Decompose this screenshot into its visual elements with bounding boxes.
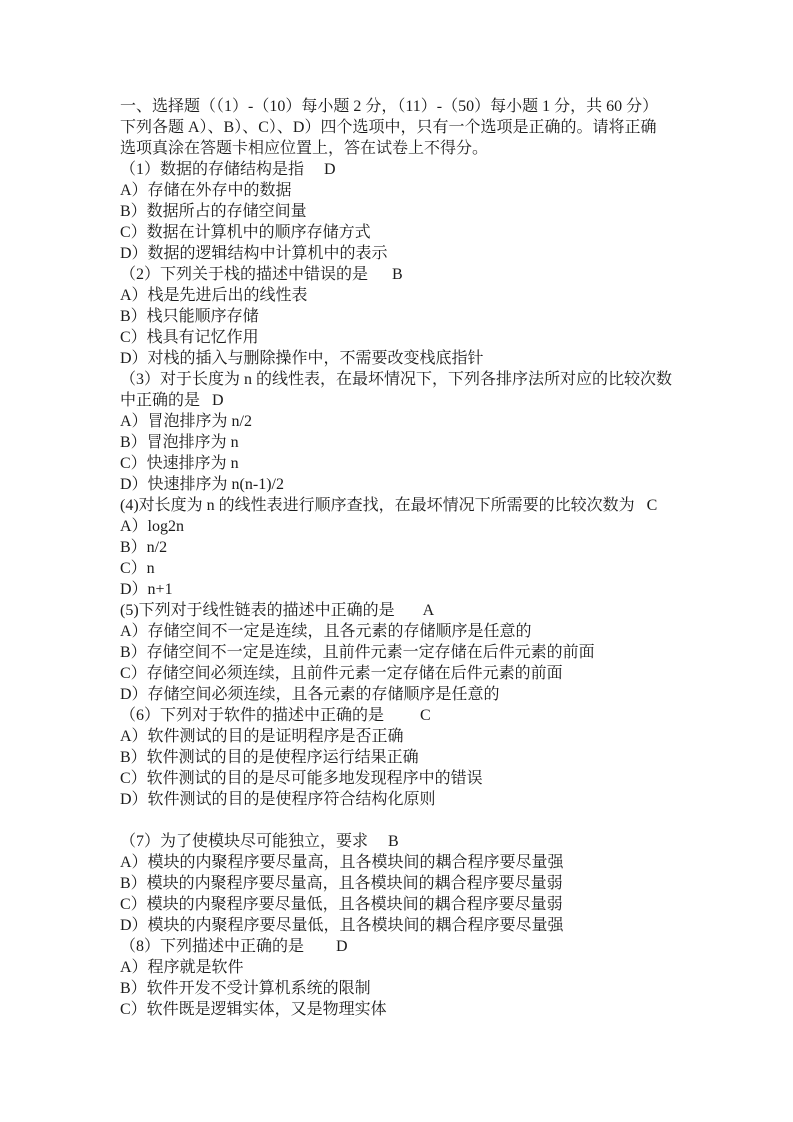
- question-stem-line: [120, 390, 693, 411]
- question-stem: (4)对长度为 n 的线性表进行顺序查找，在最坏情况下所需要的比较次数为: [120, 497, 635, 514]
- option-line: A）栈是先进后出的线性表: [120, 287, 308, 304]
- option-line: A）软件测试的目的是证明程序是否正确: [120, 728, 404, 745]
- option-line: A）log2n: [120, 518, 185, 535]
- answer-gap: [384, 707, 420, 724]
- option-line: D）n+1: [120, 581, 173, 598]
- intro-line: 下列各题 A）、B）、C）、D）四个选项中，只有一个选项是正确的。请将正确: [120, 119, 657, 136]
- question-stem: （7）为了使模块尽可能独立，要求: [120, 833, 369, 850]
- option-line: B）冒泡排序为 n: [120, 434, 239, 451]
- answer-gap: [368, 266, 392, 283]
- question-answer: B: [392, 266, 403, 283]
- option-line: D）快速排序为 n(n-1)/2: [120, 476, 284, 493]
- option-line: D）存储空间必须连续，且各元素的存储顺序是任意的: [120, 686, 500, 703]
- option-line: D）模块的内聚程序要尽量低，且各模块间的耦合程序要尽量强: [120, 917, 564, 934]
- question-stem-line: [120, 264, 693, 285]
- option-line: C）模块的内聚程序要尽量低，且各模块间的耦合程序要尽量弱: [120, 896, 563, 913]
- question-answer: A: [422, 602, 435, 619]
- question-stem-line: [120, 159, 693, 180]
- option-line: A）程序就是软件: [120, 959, 244, 976]
- question-stem: （6）下列对于软件的描述中正确的是: [120, 707, 385, 724]
- question-stem: （1）数据的存储结构是指: [120, 161, 305, 178]
- option-line: C）栈具有记忆作用: [120, 329, 259, 346]
- option-line: C）快速排序为 n: [120, 455, 239, 472]
- question-stem: （8）下列描述中正确的是: [120, 938, 305, 955]
- question-stem-line: [120, 600, 693, 621]
- intro-line: 选项真涂在答题卡相应位置上，答在试卷上不得分。: [120, 140, 489, 157]
- question-stem-line: [120, 936, 693, 957]
- answer-gap: [304, 938, 336, 955]
- question-stem-line: [120, 495, 693, 516]
- question-answer: D: [336, 938, 348, 955]
- option-line: B）数据所占的存储空间量: [120, 203, 307, 220]
- option-line: B）n/2: [120, 539, 168, 556]
- option-line: C）n: [120, 560, 155, 577]
- option-line: A）冒泡排序为 n/2: [120, 413, 253, 430]
- question-stem-line: （3）对于长度为 n 的线性表，在最坏情况下，下列各排序法所对应的比较次数: [120, 371, 673, 388]
- option-line: C）数据在计算机中的顺序存储方式: [120, 224, 371, 241]
- blank-line: [120, 810, 693, 831]
- question-stem-line: [120, 831, 693, 852]
- question-answer: C: [420, 707, 431, 724]
- answer-gap: [635, 497, 647, 514]
- option-line: B）栈只能顺序存储: [120, 308, 259, 325]
- question-stem: 中正确的是: [120, 392, 201, 409]
- option-line: B）软件测试的目的是使程序运行结果正确: [120, 749, 419, 766]
- intro-line: 一、选择题（（1）-（10）每小题 2 分，（11）-（50）每小题 1 分，共 60 分）: [120, 98, 659, 115]
- answer-gap: [304, 161, 324, 178]
- question-answer: C: [646, 497, 658, 514]
- question-stem: (5)下列对于线性链表的描述中正确的是: [120, 602, 395, 619]
- answer-gap: [395, 602, 423, 619]
- answer-gap: [368, 833, 388, 850]
- option-line: C）存储空间必须连续，且前件元素一定存储在后件元素的前面: [120, 665, 563, 682]
- question-stem-line: [120, 705, 693, 726]
- answer-gap: [200, 392, 212, 409]
- option-line: B）存储空间不一定是连续，且前件元素一定存储在后件元素的前面: [120, 644, 595, 661]
- option-line: A）模块的内聚程序要尽量高，且各模块间的耦合程序要尽量强: [120, 854, 564, 871]
- question-answer: D: [212, 392, 224, 409]
- option-line: B）模块的内聚程序要尽量高，且各模块间的耦合程序要尽量弱: [120, 875, 563, 892]
- question-answer: D: [324, 161, 336, 178]
- option-line: C）软件既是逻辑实体，又是物理实体: [120, 1001, 387, 1018]
- option-line: D）对栈的插入与删除操作中，不需要改变栈底指针: [120, 350, 484, 367]
- option-line: D）数据的逻辑结构中计算机中的表示: [120, 245, 388, 262]
- question-stem: （2）下列关于栈的描述中错误的是: [120, 266, 369, 283]
- question-answer: B: [388, 833, 399, 850]
- option-line: B）软件开发不受计算机系统的限制: [120, 980, 371, 997]
- option-line: A）存储在外存中的数据: [120, 182, 292, 199]
- option-line: D）软件测试的目的是使程序符合结构化原则: [120, 791, 436, 808]
- option-line: C）软件测试的目的是尽可能多地发现程序中的错误: [120, 770, 483, 787]
- option-line: A）存储空间不一定是连续，且各元素的存储顺序是任意的: [120, 623, 532, 640]
